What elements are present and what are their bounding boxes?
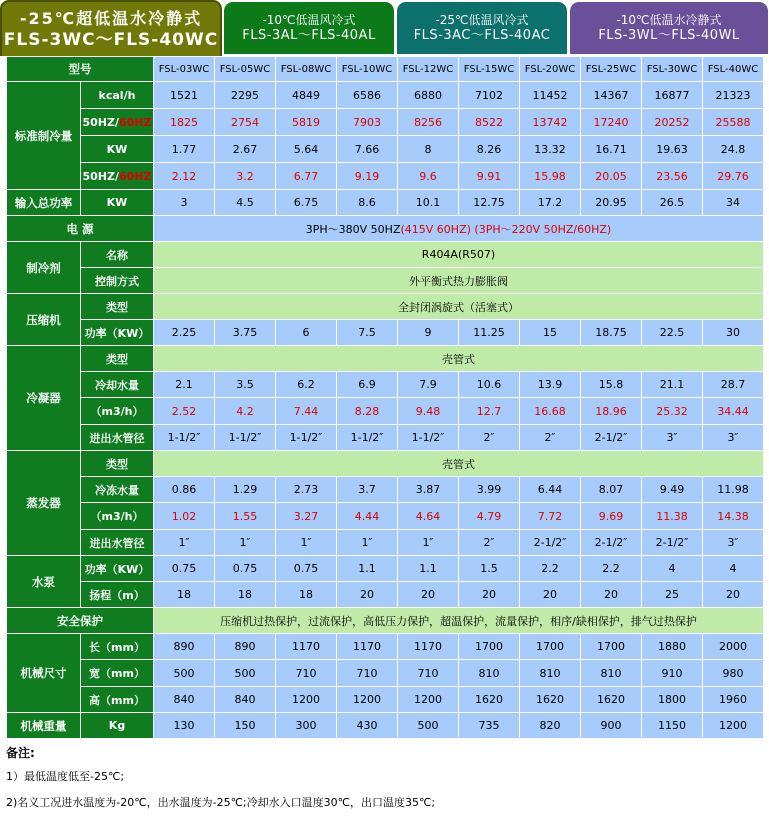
table-cell: 8: [398, 136, 459, 163]
table-row: [7, 556, 764, 582]
table-cell: 3.7: [337, 477, 398, 503]
table-cell: 2.1: [154, 372, 215, 398]
label-cooling-capacity: 标准制冷量: [7, 82, 81, 190]
table-cell: 20: [398, 582, 459, 608]
tab-model-range: FLS-3AC～FLS-40AC: [413, 28, 551, 43]
table-cell: 1″: [154, 530, 215, 556]
table-cell: 7.5: [337, 320, 398, 346]
table-cell: 12.75: [459, 190, 520, 216]
table-cell: 130: [154, 713, 215, 739]
table-cell: 22.5: [642, 320, 703, 346]
table-cell: 2.25: [154, 320, 215, 346]
table-cell: 1.29: [215, 477, 276, 503]
refrigerant-name: R404A(R507): [154, 242, 764, 268]
table-cell: 2.2: [520, 556, 581, 582]
table-cell: 1-1/2″: [276, 425, 337, 451]
model-header: FSL-08WC: [276, 57, 337, 82]
table-cell: 9.91: [459, 163, 520, 190]
refrigerant-control: 外平衡式热力膨胀阀: [154, 268, 764, 294]
table-cell: 4: [642, 556, 703, 582]
table-cell: 4849: [276, 82, 337, 109]
table-cell: 1-1/2″: [398, 425, 459, 451]
table-cell: 6.44: [520, 477, 581, 503]
table-cell: 17.2: [520, 190, 581, 216]
table-cell: 4.79: [459, 503, 520, 530]
table-cell: 15: [520, 320, 581, 346]
table-cell: 1-1/2″: [215, 425, 276, 451]
table-cell: 20: [459, 582, 520, 608]
table-cell: 710: [337, 660, 398, 687]
table-cell: 15.8: [581, 372, 642, 398]
table-cell: 0.86: [154, 477, 215, 503]
table-cell: 13742: [520, 109, 581, 136]
table-cell: 11.98: [703, 477, 764, 503]
sub-label: 控制方式: [81, 268, 154, 294]
model-header: FSL-03WC: [154, 57, 215, 82]
table-cell: 1880: [642, 634, 703, 660]
table-cell: 16.71: [581, 136, 642, 163]
table-cell: 430: [337, 713, 398, 739]
table-cell: 1620: [459, 687, 520, 713]
table-cell: 21.1: [642, 372, 703, 398]
table-cell: 2.52: [154, 398, 215, 425]
table-row: [7, 530, 764, 556]
spec-table: [6, 56, 764, 739]
table-cell: 7.72: [520, 503, 581, 530]
note-item: 2)名义工况进水温度为-20℃，出水温度为-25℃;冷却水入口温度30℃，出口温度35℃;: [6, 796, 436, 809]
table-cell: 10.6: [459, 372, 520, 398]
table-cell: 8.28: [337, 398, 398, 425]
table-cell: 20: [520, 582, 581, 608]
label-pump: 水泵: [7, 556, 81, 608]
category-tabs: [0, 0, 769, 56]
unit-text: kcal/h: [98, 88, 136, 102]
table-cell: 21323: [703, 82, 764, 109]
table-cell: 7102: [459, 82, 520, 109]
table-cell: 1.55: [215, 503, 276, 530]
model-header: FSL-20WC: [520, 57, 581, 82]
power-supply-alt: (415V 60HZ) (3PH～220V 50HZ/60HZ): [400, 222, 612, 236]
table-cell: 20.05: [581, 163, 642, 190]
sub-label: 冷冻水量: [81, 477, 154, 503]
model-header: FSL-15WC: [459, 57, 520, 82]
table-cell: 1170: [276, 634, 337, 660]
table-cell: 8.6: [337, 190, 398, 216]
table-cell: 34.44: [703, 398, 764, 425]
model-header: FSL-25WC: [581, 57, 642, 82]
table-cell: 1960: [703, 687, 764, 713]
table-cell: 1.77: [154, 136, 215, 163]
table-cell: 8256: [398, 109, 459, 136]
compressor-type: 全封闭涡旋式（活塞式）: [154, 294, 764, 320]
table-cell: 20: [703, 582, 764, 608]
table-cell: 710: [276, 660, 337, 687]
label-dimensions: 机械尺寸: [7, 634, 81, 713]
label-safety: 安全保护: [7, 608, 154, 634]
table-cell: 2″: [459, 530, 520, 556]
sub-label: 类型: [81, 346, 154, 372]
table-cell: 6.9: [337, 372, 398, 398]
table-cell: 2295: [215, 82, 276, 109]
table-cell: 13.9: [520, 372, 581, 398]
table-cell: 25.32: [642, 398, 703, 425]
table-cell: 5819: [276, 109, 337, 136]
table-row: [7, 268, 764, 294]
table-cell: 25588: [703, 109, 764, 136]
table-row: [7, 190, 764, 216]
model-header: FSL-10WC: [337, 57, 398, 82]
table-cell: 0.75: [276, 556, 337, 582]
table-cell: 710: [398, 660, 459, 687]
table-cell: 1.1: [337, 556, 398, 582]
unit-text: 50HZ/: [82, 169, 119, 183]
table-cell: 2-1/2″: [581, 530, 642, 556]
table-cell: 28.7: [703, 372, 764, 398]
evaporator-type: 壳管式: [154, 451, 764, 477]
table-cell: 6: [276, 320, 337, 346]
table-cell: 18.75: [581, 320, 642, 346]
table-row: [7, 82, 764, 109]
unit-label: [81, 163, 154, 190]
table-cell: 735: [459, 713, 520, 739]
tab-title: -10℃低温水冷静式: [616, 13, 722, 27]
tab-al-10[interactable]: [224, 2, 394, 54]
header-model: 型号: [7, 57, 154, 82]
table-row: [7, 477, 764, 503]
table-cell: 900: [581, 713, 642, 739]
table-cell: 16.68: [520, 398, 581, 425]
label-input-power: 输入总功率: [7, 190, 81, 216]
table-cell: 1170: [398, 634, 459, 660]
table-cell: 3.99: [459, 477, 520, 503]
table-cell: 3.27: [276, 503, 337, 530]
table-cell: 10.1: [398, 190, 459, 216]
power-supply-text: 3PH～380V 50HZ: [305, 222, 401, 236]
table-cell: 7.9: [398, 372, 459, 398]
unit-text-60hz: 60HZ: [119, 169, 152, 183]
table-cell: 4.64: [398, 503, 459, 530]
power-supply-value: [154, 216, 764, 242]
table-cell: 2-1/2″: [581, 425, 642, 451]
tab-wl-10[interactable]: [570, 2, 768, 54]
table-cell: 910: [642, 660, 703, 687]
model-header: FSL-05WC: [215, 57, 276, 82]
table-cell: 8.07: [581, 477, 642, 503]
table-row: [7, 346, 764, 372]
table-cell: 1150: [642, 713, 703, 739]
table-row: [7, 320, 764, 346]
table-cell: 20252: [642, 109, 703, 136]
table-cell: 3.5: [215, 372, 276, 398]
table-cell: 30: [703, 320, 764, 346]
table-row: [7, 136, 764, 163]
table-cell: 2754: [215, 109, 276, 136]
model-header: FSL-12WC: [398, 57, 459, 82]
table-cell: 14367: [581, 82, 642, 109]
table-cell: 2-1/2″: [642, 530, 703, 556]
table-cell: 6586: [337, 82, 398, 109]
model-header: FSL-30WC: [642, 57, 703, 82]
table-cell: 1170: [337, 634, 398, 660]
table-row: [7, 713, 764, 739]
table-cell: 1.5: [459, 556, 520, 582]
table-cell: 9.49: [642, 477, 703, 503]
table-cell: 24.8: [703, 136, 764, 163]
unit-text: 50HZ/: [82, 115, 119, 129]
table-cell: 12.7: [459, 398, 520, 425]
table-cell: 1.1: [398, 556, 459, 582]
table-cell: 4: [703, 556, 764, 582]
table-cell: 810: [581, 660, 642, 687]
table-row: [7, 660, 764, 687]
table-cell: 9.6: [398, 163, 459, 190]
table-cell: 6880: [398, 82, 459, 109]
note-item: 1）最低温度低至-25℃;: [6, 770, 125, 783]
table-cell: 1200: [703, 713, 764, 739]
table-cell: 150: [215, 713, 276, 739]
table-cell: 3.87: [398, 477, 459, 503]
table-cell: 1620: [520, 687, 581, 713]
table-row: [7, 425, 764, 451]
sub-label: 冷却水量: [81, 372, 154, 398]
table-row: [7, 634, 764, 660]
tab-model-range: FLS-3WC～FLS-40WC: [3, 30, 219, 50]
table-cell: 6.75: [276, 190, 337, 216]
table-cell: 6.77: [276, 163, 337, 190]
sub-label: 扬程（m）: [81, 582, 154, 608]
table-cell: 1″: [398, 530, 459, 556]
table-row: [7, 216, 764, 242]
tab-wc-25[interactable]: [0, 0, 222, 56]
table-cell: 11.38: [642, 503, 703, 530]
table-cell: 20.95: [581, 190, 642, 216]
table-cell: 23.56: [642, 163, 703, 190]
table-cell: 810: [459, 660, 520, 687]
table-cell: 3.2: [215, 163, 276, 190]
sub-label: 类型: [81, 294, 154, 320]
table-cell: 980: [703, 660, 764, 687]
tab-title: -25℃低温风冷式: [435, 13, 529, 27]
notes: [6, 742, 435, 816]
table-cell: 500: [398, 713, 459, 739]
table-cell: 1-1/2″: [337, 425, 398, 451]
tab-model-range: FLS-3WL～FLS-40WL: [598, 28, 740, 43]
unit-label: [81, 109, 154, 136]
table-cell: 8522: [459, 109, 520, 136]
sub-label: 功率（KW）: [81, 556, 154, 582]
table-row: [7, 398, 764, 425]
table-row: [7, 109, 764, 136]
table-cell: 7.44: [276, 398, 337, 425]
tab-model-range: FLS-3AL～FLS-40AL: [242, 28, 376, 43]
table-cell: 1″: [276, 530, 337, 556]
table-cell: 1700: [581, 634, 642, 660]
table-cell: 11.25: [459, 320, 520, 346]
table-row: [7, 163, 764, 190]
table-row: [7, 451, 764, 477]
table-cell: 6.2: [276, 372, 337, 398]
table-cell: 890: [154, 634, 215, 660]
table-cell: 18: [215, 582, 276, 608]
table-cell: 300: [276, 713, 337, 739]
table-cell: 1200: [398, 687, 459, 713]
sub-label: 高（mm）: [81, 687, 154, 713]
unit-label: KW: [81, 190, 154, 216]
model-header: FSL-40WC: [703, 57, 764, 82]
table-cell: 840: [154, 687, 215, 713]
table-cell: 500: [154, 660, 215, 687]
sub-label: （m3/h）: [81, 398, 154, 425]
table-cell: 18: [276, 582, 337, 608]
sub-label: 类型: [81, 451, 154, 477]
sub-label: 进出水管径: [81, 530, 154, 556]
table-cell: 4.5: [215, 190, 276, 216]
table-cell: 1200: [337, 687, 398, 713]
unit-text-60hz: 60HZ: [119, 115, 152, 129]
table-cell: 2000: [703, 634, 764, 660]
table-cell: 20: [337, 582, 398, 608]
table-cell: 13.32: [520, 136, 581, 163]
table-cell: 1.02: [154, 503, 215, 530]
table-cell: 3″: [703, 425, 764, 451]
table-cell: 14.38: [703, 503, 764, 530]
table-cell: 4.2: [215, 398, 276, 425]
table-row: [7, 372, 764, 398]
sub-label: 名称: [81, 242, 154, 268]
table-cell: 16877: [642, 82, 703, 109]
sub-label: 进出水管径: [81, 425, 154, 451]
table-cell: 29.76: [703, 163, 764, 190]
table-cell: 20: [581, 582, 642, 608]
sub-label: 功率（KW）: [81, 320, 154, 346]
table-cell: 1-1/2″: [154, 425, 215, 451]
tab-ac-25[interactable]: [397, 2, 567, 54]
table-row: [7, 242, 764, 268]
unit-text: KW: [106, 142, 128, 156]
table-cell: 1521: [154, 82, 215, 109]
safety-value: 压缩机过热保护，过流保护，高低压力保护，超温保护，流量保护，相序/缺相保护，排气过热保护: [154, 608, 764, 634]
table-cell: 890: [215, 634, 276, 660]
table-cell: 7903: [337, 109, 398, 136]
table-cell: 1″: [215, 530, 276, 556]
tab-title: -25℃超低温水冷静式: [19, 9, 203, 28]
table-cell: 1700: [520, 634, 581, 660]
table-cell: 2″: [459, 425, 520, 451]
table-cell: 2.67: [215, 136, 276, 163]
label-condenser: 冷凝器: [7, 346, 81, 451]
table-cell: 7.66: [337, 136, 398, 163]
table-cell: 9.48: [398, 398, 459, 425]
table-cell: 3″: [642, 425, 703, 451]
table-cell: 3.75: [215, 320, 276, 346]
label-power-supply: 电 源: [7, 216, 154, 242]
unit-label: Kg: [81, 713, 154, 739]
table-row: [7, 582, 764, 608]
notes-title: 备注:: [6, 746, 35, 760]
table-cell: 5.64: [276, 136, 337, 163]
table-cell: 15.98: [520, 163, 581, 190]
table-cell: 1620: [581, 687, 642, 713]
table-cell: 9.19: [337, 163, 398, 190]
table-cell: 11452: [520, 82, 581, 109]
table-cell: 26.5: [642, 190, 703, 216]
table-cell: 19.63: [642, 136, 703, 163]
unit-label: [81, 136, 154, 163]
table-cell: 1700: [459, 634, 520, 660]
table-cell: 500: [215, 660, 276, 687]
table-row: [7, 608, 764, 634]
sub-label: 长（mm）: [81, 634, 154, 660]
table-cell: 3″: [703, 530, 764, 556]
table-cell: 820: [520, 713, 581, 739]
table-row: [7, 294, 764, 320]
table-cell: 9.69: [581, 503, 642, 530]
table-row: [7, 57, 764, 82]
table-cell: 0.75: [154, 556, 215, 582]
table-cell: 1200: [276, 687, 337, 713]
table-cell: 4.44: [337, 503, 398, 530]
table-row: [7, 687, 764, 713]
table-cell: 2.2: [581, 556, 642, 582]
table-cell: 1800: [642, 687, 703, 713]
table-cell: 18.96: [581, 398, 642, 425]
table-cell: 17240: [581, 109, 642, 136]
table-cell: 34: [703, 190, 764, 216]
label-weight: 机械重量: [7, 713, 81, 739]
tab-title: -10℃低温风冷式: [262, 13, 356, 27]
table-cell: 2.12: [154, 163, 215, 190]
unit-label: [81, 82, 154, 109]
label-evaporator: 蒸发器: [7, 451, 81, 556]
table-cell: 1″: [337, 530, 398, 556]
table-row: [7, 503, 764, 530]
table-cell: 2.73: [276, 477, 337, 503]
table-cell: 18: [154, 582, 215, 608]
table-cell: 840: [215, 687, 276, 713]
table-cell: 810: [520, 660, 581, 687]
condenser-type: 壳管式: [154, 346, 764, 372]
sub-label: （m3/h）: [81, 503, 154, 530]
table-cell: 25: [642, 582, 703, 608]
table-cell: 0.75: [215, 556, 276, 582]
table-cell: 1825: [154, 109, 215, 136]
label-refrigerant: 制冷剂: [7, 242, 81, 294]
table-cell: 8.26: [459, 136, 520, 163]
sub-label: 宽（mm）: [81, 660, 154, 687]
table-cell: 3: [154, 190, 215, 216]
label-compressor: 压缩机: [7, 294, 81, 346]
table-cell: 2″: [520, 425, 581, 451]
table-cell: 2-1/2″: [520, 530, 581, 556]
table-cell: 9: [398, 320, 459, 346]
